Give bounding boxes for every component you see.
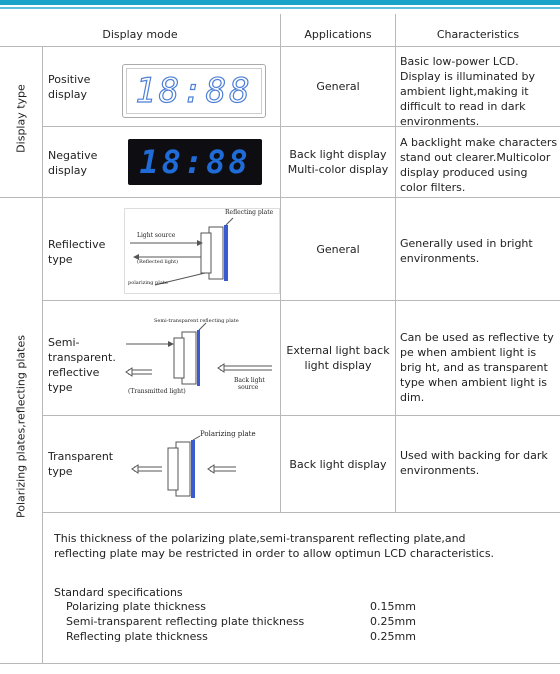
- lcd-positive-digits: 18:88: [135, 71, 253, 111]
- note-line-2: reflecting plate may be restricted in order to allow optimun LCD characteristics.: [54, 547, 495, 560]
- app-negative-line1: Back light display: [289, 148, 387, 161]
- semi-diagram: [124, 314, 278, 406]
- app-negative-line2: Multi-color display: [287, 163, 389, 176]
- app-negative: [281, 127, 395, 197]
- group-label-polarizing: Polarizing plates,reflecting plates: [14, 335, 28, 518]
- chars-transparent: Used with backing for dark environments.: [400, 449, 548, 477]
- app-transparent: Back light display: [289, 457, 387, 471]
- reflective-diagram: [124, 208, 280, 294]
- app-reflective: General: [316, 242, 360, 256]
- row-label-semi: Semi-transparent. reflective type: [48, 336, 116, 394]
- spec-value-reflecting: 0.25mm: [370, 630, 416, 643]
- chars-column-divider: [395, 14, 396, 512]
- label-source: source: [238, 384, 259, 391]
- header-applications: Applications: [304, 27, 372, 41]
- spec-value-polarizing: 0.15mm: [370, 600, 416, 613]
- spec-value-semi: 0.25mm: [370, 615, 416, 628]
- label-semi-plate: Semi-transparent reflecting plate: [154, 318, 239, 324]
- row-label-transparent: Transparent type: [48, 450, 114, 478]
- spec-name-polarizing: Polarizing plate thickness: [66, 600, 206, 613]
- transparent-diagram-svg: [124, 430, 278, 506]
- label-back-light: Back light: [234, 377, 265, 384]
- note-line-1: This thickness of the polarizing plate,semi-transparent reflecting plate,and: [54, 532, 466, 545]
- top-accent-bar: [0, 0, 560, 12]
- lcd-positive-image: [122, 64, 266, 118]
- spec-name-semi: Semi-transparent reflecting plate thickness: [66, 615, 305, 628]
- chars-positive: Basic low-power LCD. Display is illuminated by ambient light,making it difficult to read in dark environments.: [400, 55, 536, 128]
- spec-name-reflecting: Reflecting plate thickness: [66, 630, 208, 643]
- transparent-diagram: [124, 430, 278, 506]
- label-reflected-light: (Reflected light): [137, 259, 179, 265]
- row-label-reflective: Refilective type: [48, 238, 106, 266]
- lcd-negative-digits: 18:88: [139, 143, 251, 181]
- chars-semi: Can be used as reflective ty pe when ambient light is brig ht, and as transparent type when ambient light is dim.: [400, 331, 554, 404]
- label-light-source: Light source: [137, 232, 176, 239]
- app-semi: External light back light display: [286, 344, 390, 372]
- group-label-display-type: Display type: [14, 84, 28, 153]
- header-display-mode: Display mode: [102, 27, 178, 41]
- label-polarizing-plate: polarizing plate: [128, 280, 168, 286]
- label-transmitted: (Transmitted light): [128, 388, 186, 395]
- header-characteristics: Characteristics: [436, 27, 520, 41]
- row-label-negative: Negative display: [48, 149, 98, 177]
- chars-reflective: Generally used in bright environments.: [400, 237, 533, 265]
- table-bottom: [0, 663, 560, 664]
- label-reflecting-plate: Reflecting plate: [225, 209, 274, 216]
- row-divider: [42, 512, 560, 513]
- spec-title: Standard specifications: [54, 586, 183, 599]
- chars-negative: A backlight make characters stand out clearer.Multicolor display produced using color filters.: [400, 136, 558, 194]
- lcd-negative-image: [128, 139, 262, 185]
- app-positive: General: [316, 80, 360, 93]
- group-column-divider: [42, 46, 43, 663]
- row-label-positive: Positive display: [48, 73, 91, 101]
- label-polarizing-plate-transparent: Polarizing plate: [200, 430, 256, 438]
